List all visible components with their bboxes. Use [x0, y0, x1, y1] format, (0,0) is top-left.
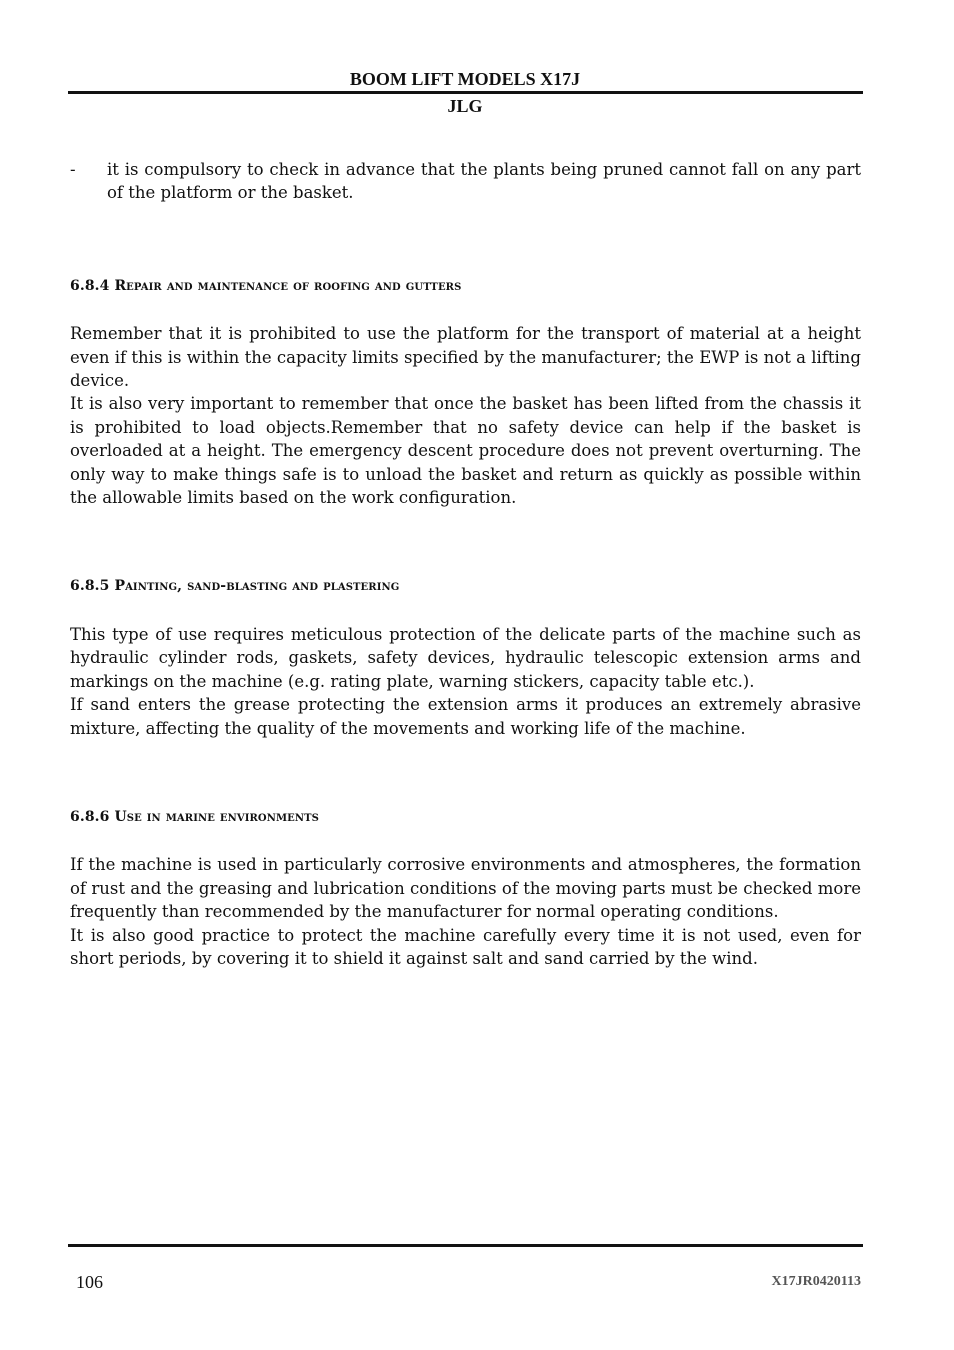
bullet-marker: -	[70, 160, 76, 179]
bullet-text: it is compulsory to check in advance that the plants being pruned cannot fall on any part of the platform or the basket.	[107, 160, 861, 203]
document-code: X17JR0420113	[771, 1274, 861, 1289]
paragraph: Remember that it is prohibited to use the platform for the transport of material at a height even if this is within the capacity limits specified by the manufacturer; the EWP is not a lifting device.	[70, 324, 861, 391]
section-heading: 6.8.6 Use in marine environments	[70, 808, 319, 825]
footer-rule	[68, 1244, 863, 1247]
section-6-8-5	[70, 575, 861, 739]
header-brand: JLG	[447, 96, 483, 116]
section-heading: 6.8.4 Repair and maintenance of roofing and gutters	[70, 277, 462, 294]
paragraph: It is also very important to remember that once the basket has been lifted from the chassis it is prohibited to load objects.Remember that no safety device can help if the basket is overloaded at a height. The emergency descent procedure does not prevent overturning. The only way to make things safe is to unload the basket and return as quickly as possible within the allowable limits based on the work configuration.	[70, 394, 861, 508]
paragraph: This type of use requires meticulous protection of the delicate parts of the machine such as hydraulic cylinder rods, gaskets, safety devices, hydraulic telescopic extension arms and markings on the machine (e.g. rating plate, warning stickers, capacity table etc.).	[70, 624, 861, 691]
header-rule	[68, 91, 863, 94]
header-title: BOOM LIFT MODELS X17J	[349, 69, 581, 89]
section-heading: 6.8.5 Painting, sand-blasting and plastering	[70, 578, 400, 595]
intro-bullet	[70, 158, 861, 205]
section-6-8-6	[70, 806, 861, 970]
page-number: 106	[76, 1272, 103, 1292]
page-content	[70, 158, 861, 970]
paragraph: It is also good practice to protect the machine carefully every time it is not used, even for short periods, by covering it to shield it against salt and sand carried by the wind.	[70, 925, 861, 968]
section-6-8-4	[70, 275, 861, 510]
paragraph: If the machine is used in particularly corrosive environments and atmospheres, the formation of rust and the greasing and lubrication conditions of the moving parts must be checked more frequently than recommended by the manufacturer for normal operating conditions.	[70, 855, 861, 922]
paragraph: If sand enters the grease protecting the extension arms it produces an extremely abrasive mixture, affecting the quality of the movements and working life of the machine.	[70, 695, 861, 738]
